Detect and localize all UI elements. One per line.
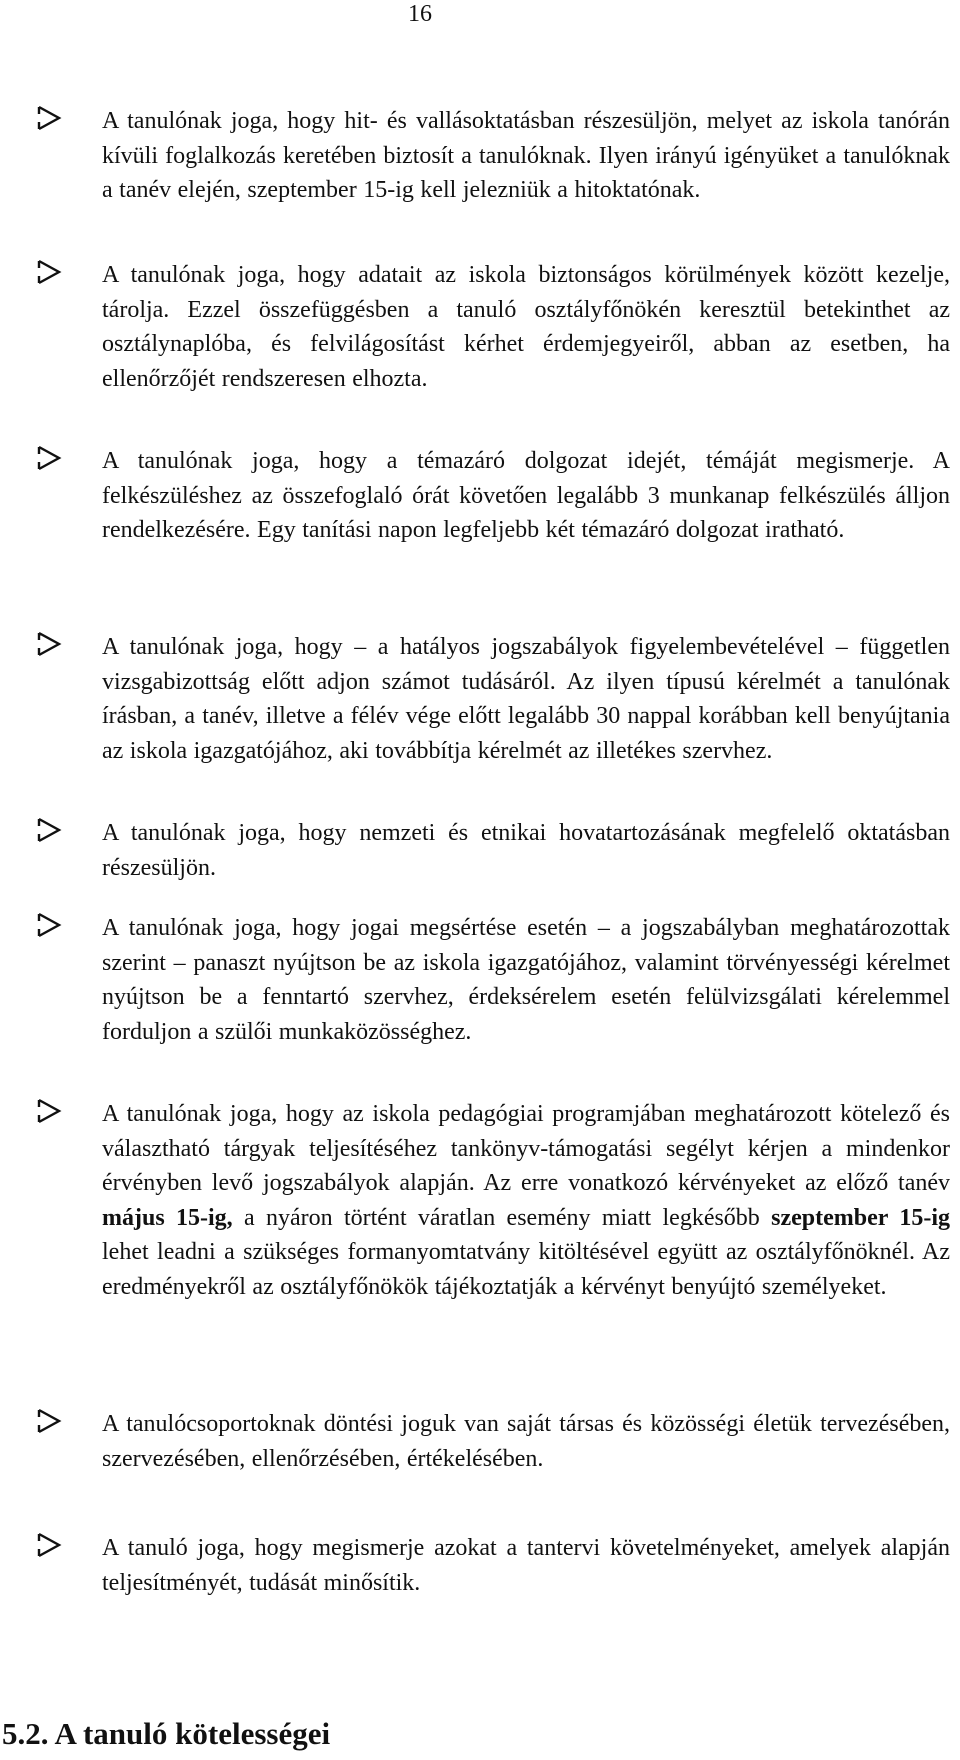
bold-text-run: szeptember 15-ig	[771, 1204, 950, 1231]
arrow-bullet-icon	[36, 1097, 62, 1125]
list-item	[36, 911, 950, 1049]
arrow-bullet-icon	[36, 444, 62, 472]
list-item	[36, 104, 950, 208]
list-item-text	[102, 444, 950, 548]
arrow-bullet-icon	[36, 630, 62, 658]
list-item	[36, 1407, 950, 1476]
page-number: 16	[408, 1, 432, 27]
arrow-bullet-icon	[36, 911, 62, 939]
list-item	[36, 630, 950, 768]
list-item-text	[102, 630, 950, 768]
list-item-text	[102, 1097, 950, 1304]
list-item-text	[102, 104, 950, 208]
text-run: A tanulónak joga, hogy hit- és vallásoktatásban részesüljön, melyet az iskola tanórán kívüli foglalkozás keretében biztosít a tanulóknak. Ilyen irányú igényüket a tanulóknak a tanév elején, szeptember 15-ig kell jelezniük a hitoktatónak.	[102, 108, 950, 203]
arrow-bullet-icon	[36, 258, 62, 286]
text-run: A tanulónak joga, hogy a témazáró dolgozat idejét, témáját megismerje. A felkészüléshez az összefoglaló órát követően legalább 3 munkanap felkészülés álljon rendelkezésére. Egy tanítási napon legfeljebb két témazáró dolgozat iratható.	[102, 448, 950, 543]
list-item	[36, 444, 950, 548]
arrow-bullet-icon	[36, 1407, 62, 1435]
text-run: a nyáron történt váratlan esemény miatt legkésőbb	[232, 1204, 772, 1231]
text-run: A tanulónak joga, hogy jogai megsértése esetén – a jogszabályban meghatározottak szerint – panaszt nyújtson be az iskola igazgatójához, valamint törvényességi kérelmet nyújtson be a fenntartó szervhez, érdeksérelem esetén felülvizsgálati kérelemmel forduljon a szülői munkaközösséghez.	[102, 915, 950, 1045]
text-run: A tanulónak joga, hogy nemzeti és etnikai hovatartozásának megfelelő oktatásban részesüljön.	[102, 820, 950, 881]
list-item-text	[102, 258, 950, 396]
text-run: A tanulónak joga, hogy adatait az iskola biztonságos körülmények között kezelje, tárolja. Ezzel összefüggésben a tanuló osztályfőnökén keresztül betekinthet az osztálynaplóba, és felvilágosítást kérhet érdemjegyeiről, abban az esetben, ha ellenőrzőjét rendszeresen elhozta.	[102, 262, 950, 392]
list-item	[36, 1097, 950, 1304]
bold-text-run: május 15-ig,	[102, 1204, 233, 1231]
text-run: A tanulónak joga, hogy az iskola pedagógiai programjában meghatározott kötelező és választható tárgyak teljesítéséhez tankönyv-támogatási segélyt kérjen a mindenkor érvényben levő jogszabályok alapján. Az erre vonatkozó kérvényeket az előző tanév	[102, 1101, 950, 1196]
list-item	[36, 816, 950, 885]
text-run: A tanulócsoportoknak döntési joguk van saját társas és közösségi életük tervezésében, szervezésében, ellenőrzésében, értékelésében.	[102, 1411, 950, 1472]
arrow-bullet-icon	[36, 1531, 62, 1559]
list-item	[36, 1531, 950, 1600]
list-item-text	[102, 816, 950, 885]
list-item-text	[102, 911, 950, 1049]
list-item-text	[102, 1531, 950, 1600]
arrow-bullet-icon	[36, 816, 62, 844]
section-heading: 5.2. A tanuló kötelességei	[2, 1716, 331, 1751]
list-item	[36, 258, 950, 396]
text-run: lehet leadni a szükséges formanyomtatvány kitöltésével együtt az osztályfőnöknél. Az eredményekről az osztályfőnökök tájékoztatják a kérvényt benyújtó személyeket.	[102, 1239, 950, 1300]
list-item-text	[102, 1407, 950, 1476]
text-run: A tanuló joga, hogy megismerje azokat a tantervi követelményeket, amelyek alapján teljesítményét, tudását minősítik.	[102, 1535, 950, 1596]
text-run: A tanulónak joga, hogy – a hatályos jogszabályok figyelembevételével – független vizsgabizottság előtt adjon számot tudásáról. Az ilyen típusú kérelmét a tanulónak írásban, a tanév, illetve a félév vége előtt legalább 30 nappal korábban kell benyújtania az iskola igazgatójához, aki továbbítja kérelmét az illetékes szervhez.	[102, 634, 950, 764]
arrow-bullet-icon	[36, 104, 62, 132]
